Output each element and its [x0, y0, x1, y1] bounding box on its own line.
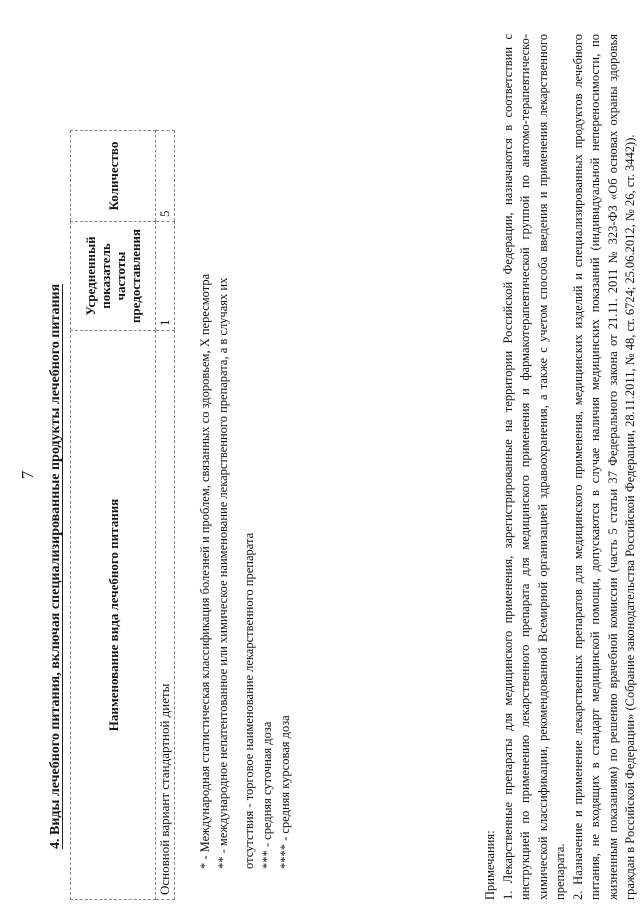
- header-diet-name: Наименование вида лечебного питания: [71, 331, 156, 900]
- footnote-inn: ** - международное непатентованное или химическое наименование лекарственного препарата, а в случаях их: [216, 277, 230, 869]
- footnote-trade-name: отсутствия - торговое наименование лекарственного препарата: [242, 532, 256, 869]
- cell-quantity: 5: [156, 131, 175, 222]
- header-quantity: Количество: [71, 131, 156, 222]
- cell-frequency: 1: [156, 222, 175, 331]
- footnote-course-dose: **** - средняя курсовая доза: [278, 715, 292, 869]
- cell-diet-name: Основной вариант стандартной диеты: [156, 331, 175, 900]
- remarks-title: Примечания:: [483, 830, 497, 900]
- diet-table: [70, 130, 175, 900]
- footnote-icd: * - Международная статистическая классификация болезней и проблем, связанных со здоровьем, X пересмотра: [198, 273, 212, 869]
- remark-item: 1. Лекарственные препараты для медицинского применения, зарегистрированные на территории Российской Федерации, назначаются в соответствии с инструкцией по применению лекарственного препарата для медицинского применения и фармакотерапевтической группой по анатомо-терапевтическо-химической классификации, рекомендованной Всемирной организацией здравоохранения, а также с учетом способа введения и применения лекарственного препарата.: [500, 34, 567, 900]
- page-number: 7: [18, 470, 37, 480]
- remarks-block: [482, 34, 640, 900]
- header-frequency: Усредненный показатель частоты предоставления: [71, 222, 156, 331]
- footnote-daily-dose: *** - средняя суточная доза: [260, 721, 274, 869]
- table-row: [156, 131, 175, 900]
- remark-item: 2. Назначение и применение лекарственных препаратов для медицинского применения, медицинских изделий и специализированных продуктов лечебного питания, не входящих в стандарт медицинской помощи, допускаются в случае наличия медицинских показаний (индивидуальной непереносимости, по жизненным показаниям) по решению врачебной комиссии (часть 5 статьи 37 Федерального закона от 21.11. 2011 № 323-ФЗ «Об основах охраны здоровья граждан в Российской Федерации» (Собрание законодательства Российской Федерации, 28.11.2011, № 48, ст. 6724; 25.06.2012, № 26, ст. 3442)).: [570, 34, 637, 900]
- table-header-row: [71, 131, 156, 900]
- section-title: 4. Виды лечебного питания, включая специализированные продукты лечебного питания: [48, 283, 63, 849]
